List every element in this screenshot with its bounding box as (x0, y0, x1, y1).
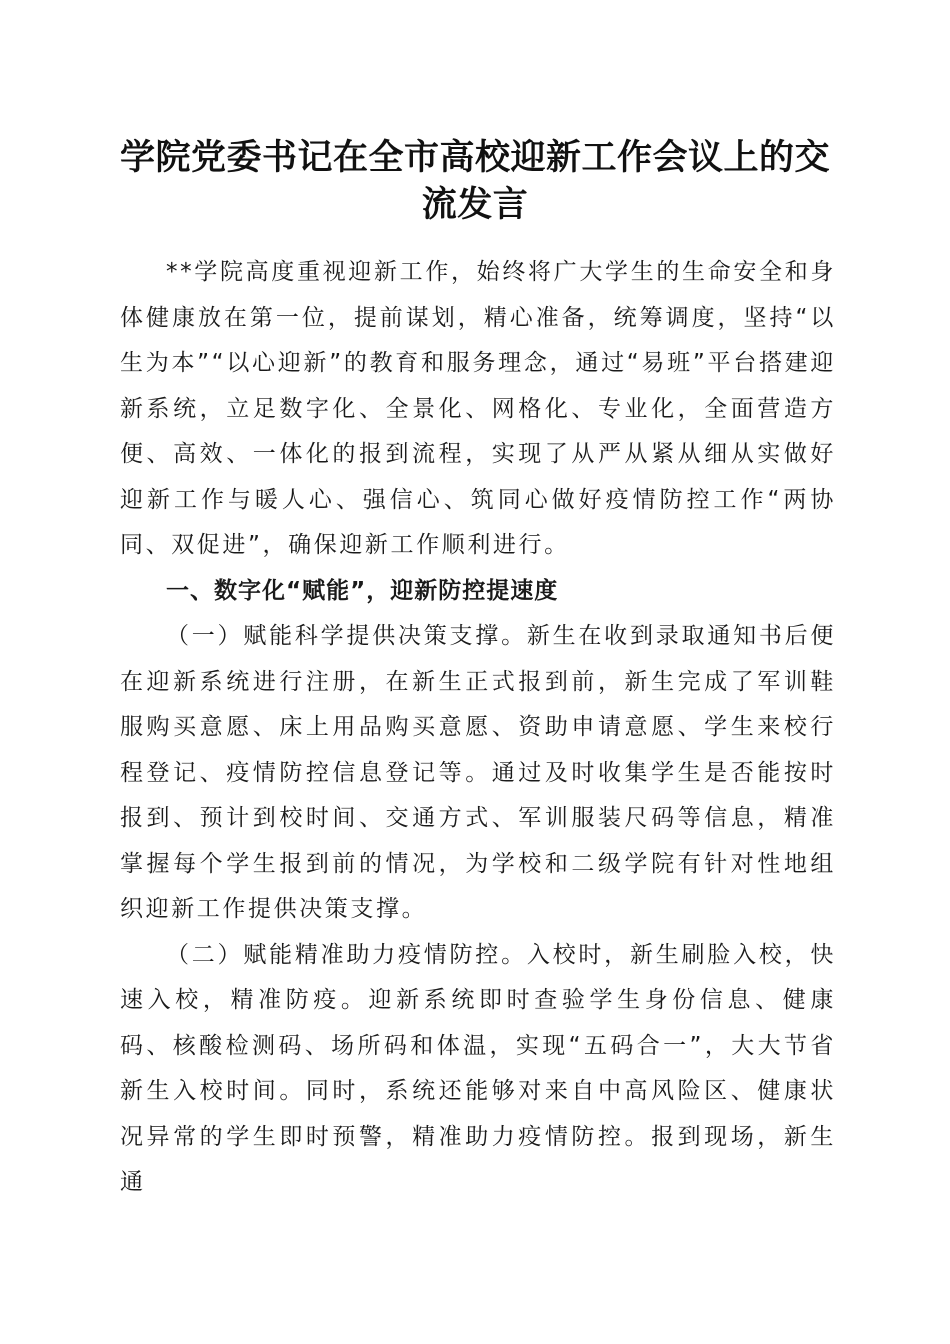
section-heading: 一、数字化“赋能”，迎新防控提速度 (166, 577, 559, 604)
item-2-lead: （二）赋能精准助力疫情防控。 (166, 941, 527, 968)
item-1-lead: （一）赋能科学提供决策支撑。 (166, 623, 527, 649)
item-2-text: 入校时，新生刷脸入校，快速入校，精准防疫。迎新系统即时查验学生身份信息、健康码、核酸检测码、场所码和体温，实现“五码合一”，大大节省新生入校时间。同时，系统还能够对来自中高风险区、健康状况异常的学生即时预警，精准助力疫情防控。报到现场，新生通 (120, 941, 836, 1195)
document-body (120, 250, 836, 1206)
intro-paragraph: **学院高度重视迎新工作，始终将广大学生的生命安全和身体健康放在第一位，提前谋划，精心准备，统筹调度，坚持“以生为本”“以心迎新”的教育和服务理念，通过“易班”平台搭建迎新系统，立足数字化、全景化、网格化、专业化，全面营造方便、高效、一体化的报到流程，实现了从严从紧从细从实做好迎新工作与暖人心、强信心、筑同心做好疫情防控工作“两协同、双促进”，确保迎新工作顺利进行。 (120, 259, 836, 558)
document-title: 学院党委书记在全市高校迎新工作会议上的交流发言 (119, 137, 830, 225)
item-1-text: 新生在收到录取通知书后便在迎新系统进行注册，在新生正式报到前，新生完成了军训鞋服购买意愿、床上用品购买意愿、资助申请意愿、学生来校行程登记、疫情防控信息登记等。通过及时收集学生是否能按时报到、预计到校时间、交通方式、军训服装尺码等信息，精准掌握每个学生报到前的情况，为学校和二级学院有针对性地组织迎新工作提供决策支撑。 (120, 623, 836, 922)
section-item-1 (120, 614, 836, 933)
section-item-2 (120, 933, 836, 1206)
